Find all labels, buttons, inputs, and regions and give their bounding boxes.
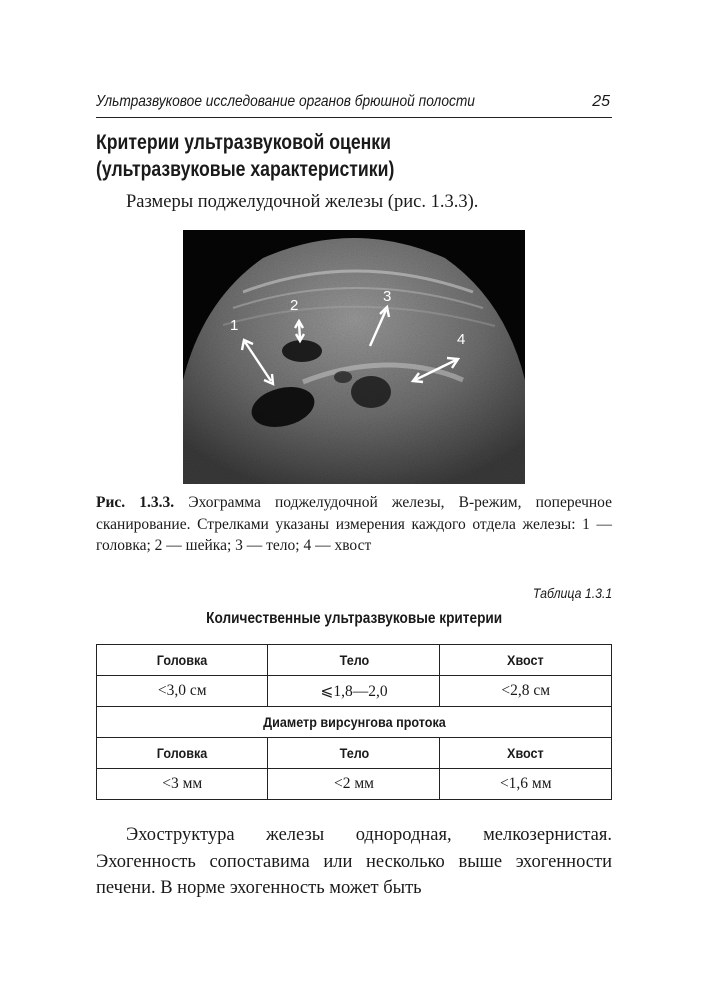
duct-value-tail: <1,6 мм	[440, 769, 612, 800]
header-cell-head: Головка	[97, 645, 268, 676]
intro-text: Размеры поджелудочной железы (рис. 1.3.3).	[126, 192, 479, 212]
echogram-image	[183, 230, 525, 484]
duct-value-body: <2 мм	[268, 769, 440, 800]
table-label: Таблица 1.3.1	[532, 585, 612, 601]
duct-header-tail: Хвост	[440, 738, 612, 769]
duct-header-head: Головка	[97, 738, 268, 769]
running-header-title: Ультразвуковое исследование органов брюшной полости	[96, 93, 475, 110]
figure-caption	[96, 492, 612, 557]
section-heading	[96, 129, 394, 183]
duct-value-head: <3 мм	[97, 769, 268, 800]
figure-caption-label: Рис. 1.3.3.	[96, 494, 175, 511]
running-header	[96, 93, 612, 118]
section-heading-line-2: (ультразвуковые характеристики)	[96, 158, 395, 181]
label-2: 2	[290, 297, 299, 314]
header-cell-tail: Хвост	[440, 645, 612, 676]
duct-header-body: Тело	[268, 738, 440, 769]
duct-value-row	[97, 769, 612, 800]
table-title-text: Количественные ультразвуковые критерии	[205, 610, 502, 627]
label-1: 1	[230, 317, 239, 334]
label-3: 3	[383, 288, 392, 305]
criteria-table	[96, 644, 612, 800]
page-number: 25	[592, 93, 610, 110]
section-heading-line-1: Критерии ультразвуковой оценки	[96, 131, 391, 154]
label-4: 4	[457, 331, 466, 348]
duct-subheader-row	[97, 738, 612, 769]
duct-header-cell: Диаметр вирсунгова протока	[97, 707, 612, 738]
arrow-2-neck	[299, 323, 300, 339]
table-title	[96, 610, 612, 628]
value-cell-body: ⩽1,8—2,0	[268, 676, 440, 707]
echogram-figure	[183, 230, 525, 484]
duct-header-row	[97, 707, 612, 738]
value-cell-tail: <2,8 см	[440, 676, 612, 707]
figure-caption-text: Эхограмма поджелудочной железы, В-режим, поперечное сканирование. Стрелками указаны измерения каждого отдела железы: 1 — головка; 2 — шейка; 3 — тело; 4 — хвост	[96, 494, 613, 554]
header-cell-body: Тело	[268, 645, 440, 676]
value-cell-head: <3,0 см	[97, 676, 268, 707]
size-value-row	[97, 676, 612, 707]
body-paragraph: Эхоструктура железы однородная, мелкозернистая. Эхогенность сопоставима или несколько выше эхогенности печени. В норме эхогенность может быть	[96, 825, 612, 898]
size-header-row	[97, 645, 612, 676]
